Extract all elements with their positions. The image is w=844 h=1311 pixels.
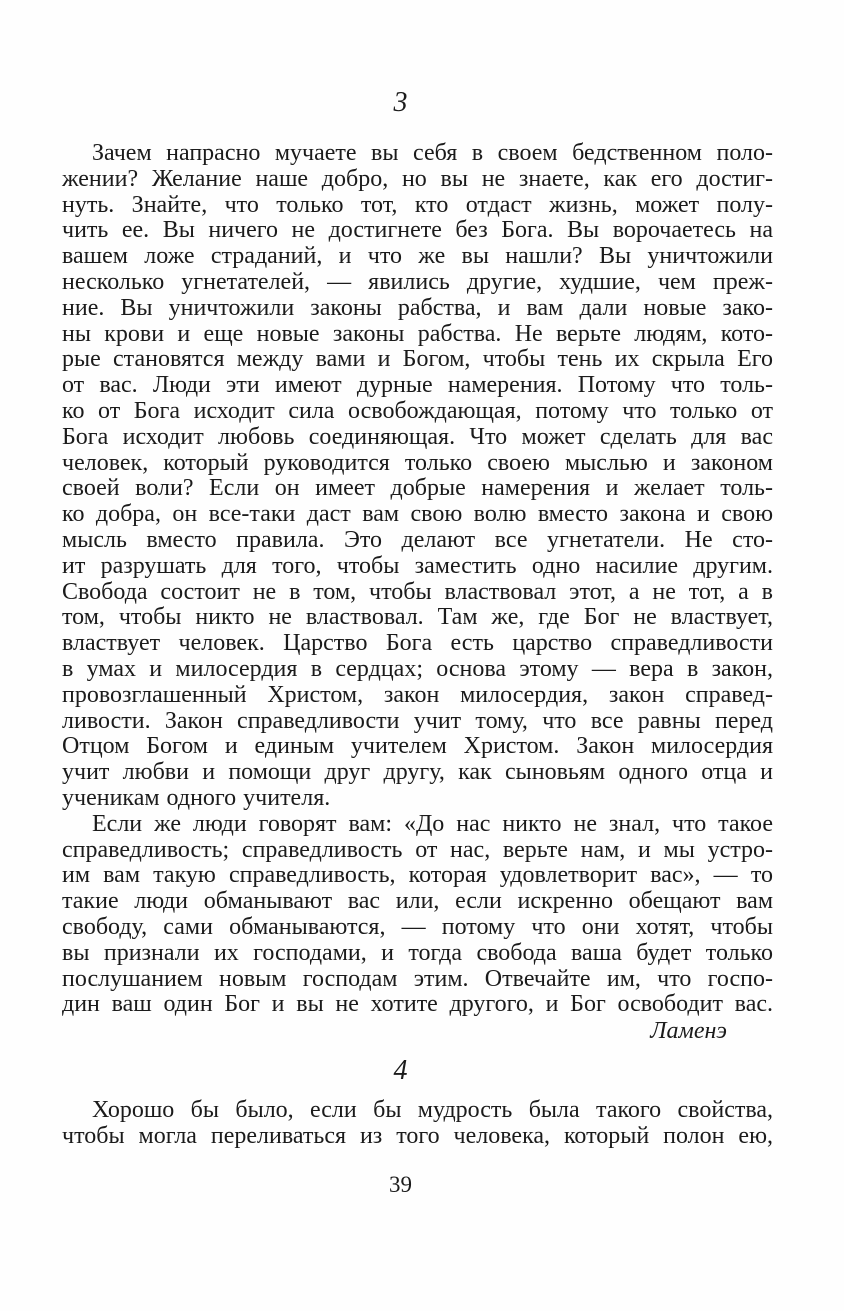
paragraph	[62, 141, 773, 812]
text-line: человек, который руководится только своею мыслью и законом	[62, 449, 773, 476]
text-line: ливости. Закон справедливости учит тому, что все равны перед	[62, 707, 773, 734]
text-line: вы признали их господами, и тогда свобода ваша будет только	[62, 939, 773, 966]
text-line: ко добра, он все-таки даст вам свою волю вместо закона и свою	[62, 501, 773, 528]
text-line: учит любви и помощи друг другу, как сыновьям одного отца и	[62, 759, 773, 786]
text-line: мысль вместо правила. Это делают все угнетатели. Не сто-	[62, 526, 773, 553]
text-line: жении? Желание наше добро, но вы не знаете, как его достиг-	[62, 165, 773, 192]
text-line: том, чтобы никто не властвовал. Там же, где Бог не властвует,	[62, 604, 773, 631]
text-line: дин ваш один Бог и вы не хотите другого, и Бог освободит вас.	[62, 991, 773, 1018]
text-line: провозглашенный Христом, закон милосердия, закон справед-	[62, 681, 773, 708]
text-line: Хорошо бы было, если бы мудрость была такого свойства,	[92, 1097, 773, 1124]
text-line: ние. Вы уничтожили законы рабства, и вам дали новые зако-	[62, 294, 773, 321]
text-line: Если же люди говорят вам: «До нас никто не знал, что такое	[92, 810, 773, 837]
text-line: Свобода состоит не в том, чтобы властвовал этот, а не тот, а в	[62, 578, 773, 605]
section-3-body	[62, 141, 773, 1018]
text-line: послушанием новым господам этим. Отвечайте им, что госпо-	[62, 965, 773, 992]
text-line: Отцом Богом и единым учителем Христом. Закон милосердия	[62, 733, 773, 760]
text-line: вашем ложе страданий, и что же вы нашли? Вы уничтожили	[62, 243, 773, 270]
page-number: 39	[389, 1171, 412, 1197]
text-line: ит разрушать для того, чтобы заместить одно насилие другим.	[62, 552, 773, 579]
text-line: несколько угнетателей, — явились другие, худшие, чем преж-	[62, 268, 773, 295]
text-line: им вам такую справедливость, которая удовлетворит вас», — то	[62, 862, 773, 889]
section-3-number: 3	[393, 87, 408, 118]
text-line: властвует человек. Царство Бога есть царство справедливости	[62, 630, 773, 657]
text-line: справедливость; справедливость от нас, верьте нам, и мы устро-	[62, 836, 773, 863]
text-line: от вас. Люди эти имеют дурные намерения. Потому что толь-	[62, 372, 773, 399]
text-line: чить ее. Вы ничего не достигнете без Бога. Вы ворочаетесь на	[62, 217, 773, 244]
text-line: своей воли? Если он имеет добрые намерения и желает толь-	[62, 475, 773, 502]
text-line: такие люди обманывают вас или, если искренно обещают вам	[62, 888, 773, 915]
text-line: ны крови и еще новые законы рабства. Не верьте людям, кото-	[62, 320, 773, 347]
text-line: ко от Бога исходит сила освобождающая, потому что только от	[62, 397, 773, 424]
text-line: в умах и милосердия в сердцах; основа этому — вера в закон,	[62, 655, 773, 682]
text-line: Бога исходит любовь соединяющая. Что может сделать для вас	[62, 423, 773, 450]
text-line: нуть. Знайте, что только тот, кто отдаст жизнь, может полу-	[62, 191, 773, 218]
paragraph	[62, 1098, 773, 1150]
paragraph	[62, 812, 773, 1018]
section-4-body	[62, 1098, 773, 1150]
text-line: чтобы могла переливаться из того человека, который полон ею,	[62, 1122, 773, 1149]
text-line: свободу, сами обманываются, — потому что они хотят, чтобы	[62, 913, 773, 940]
section-4-number: 4	[393, 1055, 408, 1087]
text-line: Зачем напрасно мучаете вы себя в своем бедственном поло-	[92, 140, 773, 166]
attribution: Ламенэ	[650, 1018, 727, 1045]
text-line: рые становятся между вами и Богом, чтобы тень их скрыла Его	[62, 346, 773, 373]
text-line: ученикам одного учителя.	[62, 784, 331, 811]
